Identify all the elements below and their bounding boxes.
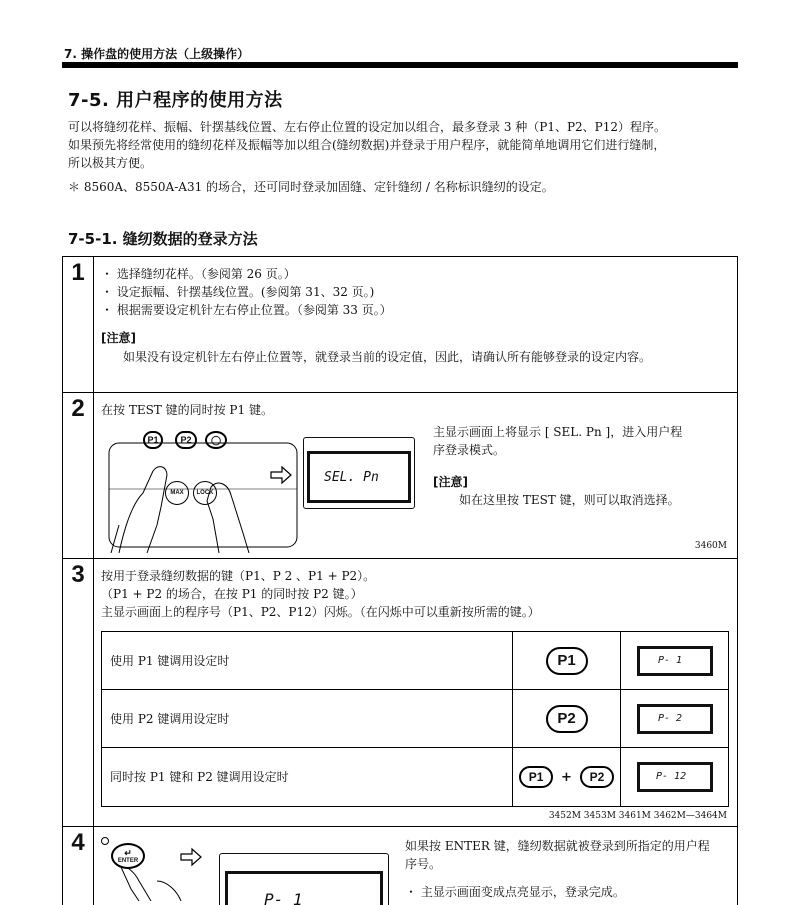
section-title: 7-5. 用户程序的使用方法 bbox=[68, 90, 283, 111]
step-body bbox=[101, 401, 731, 419]
header-title: 7. 操作盘的使用方法（上级操作） bbox=[64, 47, 250, 61]
test-key[interactable]: ◯ bbox=[205, 431, 227, 449]
step-2 bbox=[63, 393, 737, 559]
step1-note-text: 如果没有设定机针左右停止位置等，就登录当前的设定值，因此，请确认所有能够登录的设定内容。 bbox=[123, 350, 652, 364]
step-1 bbox=[63, 257, 737, 393]
step2-text: 在按 TEST 键的同时按 P1 键。 bbox=[101, 403, 273, 417]
step3-line-1: 按用于登录缝纫数据的键（P1、P 2 、P1 + P2）。 bbox=[101, 569, 376, 583]
max-key[interactable]: MAX bbox=[165, 481, 189, 505]
step3-line-3: 主显示画面上的程序号（P1、P2、P12）闪烁。（在闪烁中可以重新按所需的键。） bbox=[101, 605, 540, 619]
mini-display bbox=[637, 646, 713, 676]
step-number: 1 bbox=[63, 257, 94, 392]
table-row bbox=[102, 748, 728, 806]
p1-key[interactable]: P1 bbox=[546, 647, 588, 675]
p2-key[interactable]: P2 bbox=[175, 431, 197, 449]
display-text: P- 1 bbox=[264, 890, 303, 905]
step1-note-head: [注意] bbox=[101, 331, 136, 345]
figure-codes: 3452M 3453M 3461M 3462M—3464M bbox=[548, 811, 727, 821]
right-arrow-icon bbox=[269, 465, 293, 485]
step-number: 3 bbox=[63, 559, 94, 826]
right-arrow-icon bbox=[179, 847, 203, 867]
step-number: 4 bbox=[63, 827, 94, 905]
step-number: 2 bbox=[63, 393, 94, 558]
mini-display bbox=[637, 762, 713, 792]
display-text: P- 1 bbox=[658, 655, 683, 666]
step4-desc-2: 序号。 bbox=[405, 857, 442, 871]
step2-desc-1: 主显示画面上将显示 [ SEL. Pn ]，进入用户程 bbox=[433, 425, 683, 439]
p1-key[interactable]: P1 bbox=[519, 766, 553, 788]
steps-table bbox=[62, 256, 738, 905]
row-key-cell bbox=[512, 690, 620, 747]
plus-sign: + bbox=[561, 769, 572, 785]
p2-key[interactable]: P2 bbox=[580, 766, 614, 788]
intro-line-1: 可以将缝纫花样、振幅、针摆基线位置、左右停止位置的设定加以组合，最多登录 3 种（P1、P2、P12）程序。 bbox=[68, 120, 667, 134]
header-rule bbox=[62, 62, 738, 68]
step2-note-head: [注意] bbox=[433, 475, 468, 489]
intro-line-3: 所以极其方便。 bbox=[68, 156, 153, 170]
intro-line-2: 如果预先将经常使用的缝纫花样及振幅等加以组合(缝纫数据)并登录于用户程序，就能简单地调用它们进行缝制， bbox=[68, 138, 666, 152]
main-display-screen bbox=[225, 871, 383, 905]
row-label: 使用 P1 键调用设定时 bbox=[110, 654, 230, 668]
step-3 bbox=[63, 559, 737, 827]
lock-key[interactable]: LOCK bbox=[193, 481, 217, 505]
step4-desc-1: 如果按 ENTER 键，缝纫数据就被登录到所指定的用户程 bbox=[405, 839, 710, 853]
row-label: 使用 P2 键调用设定时 bbox=[110, 712, 230, 726]
step3-line-2: （P1 + P2 的场合，在按 P1 的同时按 P2 键。） bbox=[101, 587, 363, 601]
step1-item-1: ・ 选择缝纫花样。（参阅第 26 页。） bbox=[101, 267, 296, 281]
row-key-cell bbox=[512, 632, 620, 689]
row-display-cell bbox=[620, 748, 730, 806]
enter-arrow-icon: ↵ bbox=[124, 847, 132, 858]
step4-bullet-1: ・ 主显示画面变成点亮显示，登录完成。 bbox=[405, 885, 625, 899]
display-text: SEL. Pn bbox=[324, 470, 379, 485]
p2-key[interactable]: P2 bbox=[546, 705, 588, 733]
step-body bbox=[101, 567, 731, 621]
subsection-title: 7-5-1. 缝纫数据的登录方法 bbox=[68, 230, 258, 248]
figure-code: 3460M bbox=[694, 541, 727, 551]
display-text: P- 2 bbox=[658, 713, 683, 724]
row-display-cell bbox=[620, 632, 730, 689]
row-display-cell bbox=[620, 690, 730, 747]
intro-note: ＊ 8560A、8550A-A31 的场合，还可同时登录加固缝、定针缝纫 / 名称标识缝纫的设定。 bbox=[68, 180, 554, 194]
step-body bbox=[101, 265, 731, 366]
program-key-table bbox=[101, 631, 729, 807]
row-label: 同时按 P1 键和 P2 键调用设定时 bbox=[110, 770, 289, 784]
step2-note-text: 如在这里按 TEST 键，则可以取消选择。 bbox=[459, 493, 680, 507]
mini-display bbox=[637, 704, 713, 734]
p1-key[interactable]: P1 bbox=[143, 431, 163, 449]
main-display-screen bbox=[307, 451, 411, 503]
display-text: P- 12 bbox=[656, 771, 687, 782]
indicator-dot-icon bbox=[101, 837, 109, 845]
step1-item-3: ・ 根据需要设定机针左右停止位置。（参阅第 33 页。） bbox=[101, 303, 392, 317]
step-4 bbox=[63, 827, 737, 905]
row-key-cell bbox=[512, 748, 620, 806]
table-row bbox=[102, 690, 728, 748]
step2-desc-2: 序登录模式。 bbox=[433, 443, 506, 457]
enter-key[interactable]: ↵ ENTER bbox=[111, 843, 145, 869]
step1-item-2: ・ 设定振幅、针摆基线位置。(参阅第 31、32 页。) bbox=[101, 285, 375, 299]
hand-illustration bbox=[117, 867, 187, 901]
table-row bbox=[102, 632, 728, 690]
